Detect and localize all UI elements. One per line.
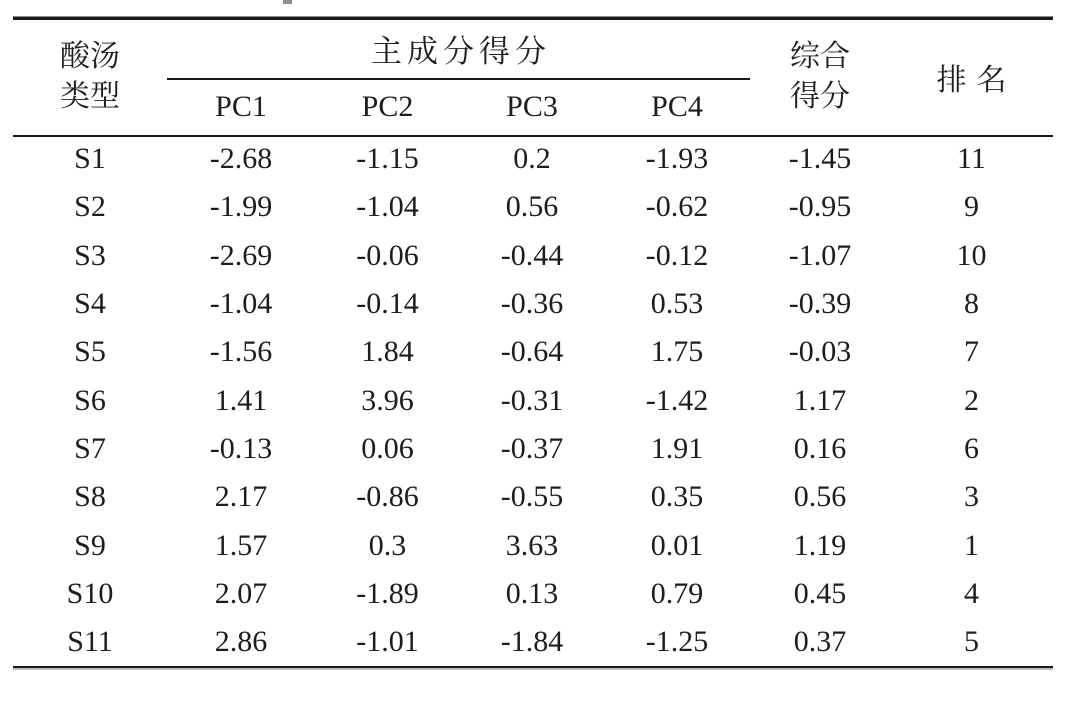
scores-table <box>13 18 1053 666</box>
score-cell: 2.17 <box>214 480 268 514</box>
score-cell: -1.89 <box>356 576 419 610</box>
score-cell: 1.84 <box>361 335 414 369</box>
score-cell: -0.14 <box>356 287 419 321</box>
score-cell: -1.84 <box>500 625 564 659</box>
score-cell: 2.86 <box>214 625 268 659</box>
score-cell: 8 <box>964 287 979 321</box>
score-cell: -1.07 <box>788 238 852 272</box>
score-cell: 2 <box>964 383 979 417</box>
score-cell: 0.06 <box>361 431 414 465</box>
score-cell: -1.01 <box>356 625 419 659</box>
soup-type-line1: 酸汤 <box>60 39 120 73</box>
row-label: S11 <box>67 625 113 659</box>
score-cell: 1.75 <box>650 335 704 369</box>
score-cell: 10 <box>956 238 987 272</box>
score-cell: -0.55 <box>500 480 564 514</box>
score-cell: 0.53 <box>650 287 704 321</box>
score-cell: 1 <box>964 528 979 562</box>
score-cell: -0.12 <box>645 238 709 272</box>
score-cell: -2.69 <box>209 238 273 272</box>
row-label: S6 <box>74 383 106 417</box>
row-label: S2 <box>74 190 106 224</box>
score-cell: -0.31 <box>500 383 564 417</box>
score-cell: -1.99 <box>209 190 273 224</box>
score-cell: -0.62 <box>645 190 709 224</box>
score-cell: -0.64 <box>500 335 564 369</box>
row-label: S3 <box>74 238 106 272</box>
column-header-pc3: PC3 <box>506 89 558 123</box>
score-cell: -1.04 <box>356 190 419 224</box>
row-label: S8 <box>74 480 106 514</box>
column-header-composite-score <box>750 18 890 135</box>
score-cell: 3 <box>964 480 979 514</box>
score-cell: 7 <box>964 335 979 369</box>
column-header-pc1: PC1 <box>215 89 267 123</box>
score-cell: 1.19 <box>793 528 847 562</box>
score-cell: -0.06 <box>356 238 419 272</box>
score-cell: 0.37 <box>793 625 847 659</box>
score-cell: -1.42 <box>645 383 709 417</box>
table-bottom-rule <box>13 666 1053 668</box>
score-cell: 4 <box>964 576 979 610</box>
score-cell: 1.17 <box>793 383 847 417</box>
score-cell: 11 <box>957 142 986 176</box>
soup-type-line2: 类型 <box>60 79 120 113</box>
score-cell: 0.35 <box>650 480 704 514</box>
column-header-principal-component-scores: 主成分得分 <box>371 33 551 69</box>
score-cell: 0.16 <box>793 431 847 465</box>
score-cell: -1.56 <box>209 335 273 369</box>
score-cell: 0.3 <box>368 528 407 562</box>
score-cell: -2.68 <box>209 142 273 176</box>
score-cell: -0.39 <box>788 287 852 321</box>
score-cell: 6 <box>964 431 979 465</box>
composite-score-line2: 得分 <box>790 79 850 113</box>
score-cell: 5 <box>964 625 979 659</box>
score-cell: 1.91 <box>650 431 704 465</box>
row-label: S10 <box>66 576 114 610</box>
score-cell: -1.93 <box>645 142 709 176</box>
score-cell: 9 <box>964 190 979 224</box>
column-header-rank: 排名 <box>936 63 1017 97</box>
row-label: S4 <box>74 287 106 321</box>
row-label: S7 <box>74 431 106 465</box>
score-cell: -0.03 <box>788 335 852 369</box>
score-cell: -0.95 <box>788 190 852 224</box>
row-label: S1 <box>74 142 106 176</box>
composite-score-line1: 综合 <box>790 39 850 73</box>
score-cell: 1.57 <box>214 528 268 562</box>
score-cell: 2.07 <box>214 576 268 610</box>
score-cell: -1.04 <box>209 287 273 321</box>
score-cell: 3.63 <box>505 528 559 562</box>
score-cell: 0.2 <box>513 142 551 176</box>
score-cell: -0.13 <box>209 431 273 465</box>
score-cell: 3.96 <box>361 383 414 417</box>
cropped-text-artifact <box>283 0 292 4</box>
score-cell: 0.56 <box>793 480 847 514</box>
score-cell: 1.41 <box>214 383 268 417</box>
score-cell: -0.37 <box>500 431 564 465</box>
score-cell: -0.44 <box>500 238 564 272</box>
row-label: S9 <box>74 528 106 562</box>
score-cell: -1.15 <box>356 142 419 176</box>
score-cell: -1.25 <box>645 625 709 659</box>
score-cell: -1.45 <box>788 142 852 176</box>
column-header-pc4: PC4 <box>651 89 703 123</box>
column-header-soup-type <box>13 18 167 135</box>
score-cell: -0.86 <box>356 480 419 514</box>
column-header-pc2: PC2 <box>361 89 414 123</box>
score-cell: -0.36 <box>500 287 564 321</box>
score-cell: 0.56 <box>505 190 559 224</box>
score-cell: 0.13 <box>505 576 559 610</box>
score-cell: 0.45 <box>793 576 847 610</box>
row-label: S5 <box>74 335 106 369</box>
score-cell: 0.79 <box>650 576 704 610</box>
score-cell: 0.01 <box>650 528 704 562</box>
